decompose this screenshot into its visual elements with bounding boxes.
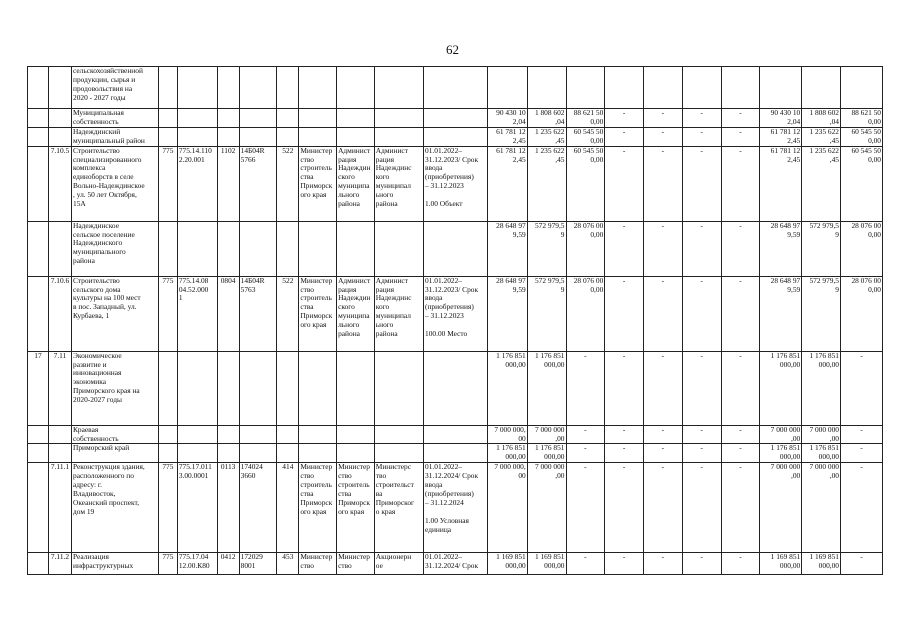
table-cell: - [605, 221, 644, 276]
table-cell [337, 425, 375, 444]
table-cell: сельскохозяйственной продукции, сырья и продовольствия на 2020 - 2027 годы [72, 67, 159, 109]
table-cell: 1 176 851 000,00 [527, 444, 566, 463]
table-cell: Министер ство строитель ства Приморск ого края [337, 463, 375, 553]
table-cell [374, 351, 423, 425]
table-cell [239, 444, 277, 463]
table-cell [277, 67, 299, 109]
table-cell: 28 076 00 0,00 [841, 276, 883, 351]
table-cell: Акционерн ое [374, 553, 423, 575]
table-cell [48, 425, 71, 444]
table-cell: - [682, 553, 721, 575]
table-cell [28, 67, 49, 109]
table-cell: 775.14.110 2.20.001 [177, 146, 217, 221]
table-cell: 572 979,5 9 [527, 221, 566, 276]
table-row [28, 67, 883, 109]
table-cell [374, 67, 423, 109]
table-cell: - [605, 276, 644, 351]
table-cell: Министер ство строитель ства Приморск ого края [299, 463, 337, 553]
table-cell [177, 444, 217, 463]
table-cell [374, 109, 423, 128]
table-cell: - [682, 146, 721, 221]
table-cell: 1 808 602 ,04 [802, 109, 841, 128]
table-cell: - [721, 444, 760, 463]
table-cell [28, 221, 49, 276]
table-cell: 7.11 [48, 351, 71, 425]
table-cell: 1 169 851 000,00 [527, 553, 566, 575]
table-cell: 1 169 851 000,00 [760, 553, 802, 575]
table-cell [177, 109, 217, 128]
table-cell [177, 425, 217, 444]
table-cell: 14Б04R 5763 [239, 276, 277, 351]
table-cell [28, 553, 49, 575]
table-cell [217, 221, 239, 276]
table-cell: 60 545 50 0,00 [841, 127, 883, 146]
table-cell [28, 127, 49, 146]
table-cell: Министерс тво строительст ва Приморског о края [374, 463, 423, 553]
table-row [28, 351, 883, 425]
table-cell [239, 425, 277, 444]
table-cell: 7 000 000 ,00 [802, 425, 841, 444]
table-cell [28, 425, 49, 444]
table-cell [337, 67, 375, 109]
table-cell [337, 351, 375, 425]
table-cell: - [644, 463, 683, 553]
table-cell [760, 67, 802, 109]
table-cell [239, 109, 277, 128]
table-cell [644, 67, 683, 109]
table-cell [158, 425, 177, 444]
table-cell: 572 979,5 9 [802, 276, 841, 351]
table-cell [682, 67, 721, 109]
table-cell [217, 425, 239, 444]
table-cell [374, 425, 423, 444]
table-cell: - [566, 351, 605, 425]
table-cell: - [841, 463, 883, 553]
table-cell [217, 109, 239, 128]
table-cell: Приморский край [72, 444, 159, 463]
table-cell [28, 146, 49, 221]
table-cell: - [841, 444, 883, 463]
table-row [28, 221, 883, 276]
table-cell: - [644, 444, 683, 463]
table-cell: - [605, 146, 644, 221]
table-cell: 1 176 851 000,00 [527, 351, 566, 425]
table-cell: 1 169 851 000,00 [487, 553, 527, 575]
table-cell [299, 109, 337, 128]
table-cell [28, 463, 49, 553]
table-cell: 1 176 851 000,00 [760, 444, 802, 463]
table-cell: 7 000 000, 00 [487, 463, 527, 553]
table-cell: - [605, 351, 644, 425]
table-cell [48, 109, 71, 128]
table-cell [424, 109, 488, 128]
table-cell [158, 351, 177, 425]
table-cell: 90 430 10 2,04 [760, 109, 802, 128]
table-cell: Админист рация Надеждин ского муниципа льного района [337, 276, 375, 351]
table-cell: Муниципальная собственность [72, 109, 159, 128]
table-cell: - [721, 463, 760, 553]
table-cell: Министер ство строитель ства Приморск ого края [299, 146, 337, 221]
table-cell: - [721, 553, 760, 575]
table-cell: 775 [158, 276, 177, 351]
table-cell: Экономическое развитие и инновационная экономика Приморского края на 2020-2027 годы [72, 351, 159, 425]
table-cell: - [566, 444, 605, 463]
table-cell: - [644, 553, 683, 575]
table-cell [48, 221, 71, 276]
table-cell: 7 000 000 ,00 [527, 425, 566, 444]
table-cell: Админист рация Надеждинс кого муниципал ьного района [374, 146, 423, 221]
table-cell [841, 67, 883, 109]
table-cell: 88 621 50 0,00 [841, 109, 883, 128]
table-cell: 1 176 851 000,00 [802, 444, 841, 463]
table-cell: 414 [277, 463, 299, 553]
table-cell: Надеждинский муниципальный район [72, 127, 159, 146]
table-cell [299, 444, 337, 463]
table-cell [299, 425, 337, 444]
table-cell: - [682, 276, 721, 351]
table-cell [158, 127, 177, 146]
table-cell: 7.10.6 [48, 276, 71, 351]
table-cell: - [644, 109, 683, 128]
table-cell: 1 176 851 000,00 [487, 351, 527, 425]
table-row [28, 109, 883, 128]
table-cell: - [682, 127, 721, 146]
table-cell: 88 621 50 0,00 [566, 109, 605, 128]
table-cell: - [644, 221, 683, 276]
table-cell: 572 979,5 9 [802, 221, 841, 276]
table-cell: - [721, 127, 760, 146]
budget-table [27, 66, 883, 575]
table-row [28, 146, 883, 221]
table-cell: 1 235 622 ,45 [527, 127, 566, 146]
table-cell: 17 [28, 351, 49, 425]
table-cell: 7 000 000 ,00 [760, 463, 802, 553]
table-cell: 01.01.2022– 31.12.2024/ Срок [424, 553, 488, 575]
table-cell: 174024 3660 [239, 463, 277, 553]
table-cell [424, 425, 488, 444]
table-cell: 61 781 12 2,45 [760, 146, 802, 221]
table-cell: 28 076 00 0,00 [566, 221, 605, 276]
table-cell: - [566, 425, 605, 444]
table-cell: 7 000 000 ,00 [802, 463, 841, 553]
table-cell [158, 109, 177, 128]
table-cell [177, 221, 217, 276]
table-cell: 61 781 12 2,45 [487, 127, 527, 146]
table-cell: - [605, 553, 644, 575]
table-row [28, 444, 883, 463]
table-cell: 0113 [217, 463, 239, 553]
table-cell: - [682, 425, 721, 444]
table-cell: 1 235 622 ,45 [802, 127, 841, 146]
table-cell [217, 127, 239, 146]
table-cell [527, 67, 566, 109]
table-cell [239, 127, 277, 146]
table-cell: 28 648 97 9,59 [760, 276, 802, 351]
table-cell [28, 109, 49, 128]
table-cell: - [605, 463, 644, 553]
table-cell [566, 67, 605, 109]
table-cell: 28 648 97 9,59 [487, 276, 527, 351]
table-cell [28, 444, 49, 463]
table-cell: 0804 [217, 276, 239, 351]
table-cell: 60 545 50 0,00 [566, 146, 605, 221]
table-cell [605, 67, 644, 109]
table-cell: - [644, 146, 683, 221]
table-cell: - [721, 351, 760, 425]
table-cell: 60 545 50 0,00 [566, 127, 605, 146]
table-cell: 7.10.5 [48, 146, 71, 221]
table-cell: Админист рация Надеждинс кого муниципал ьного района [374, 276, 423, 351]
table-cell: 61 781 12 2,45 [487, 146, 527, 221]
table-cell: 453 [277, 553, 299, 575]
table-cell [424, 67, 488, 109]
table-cell: 7 000 000 ,00 [527, 463, 566, 553]
table-cell: - [721, 276, 760, 351]
table-cell: 1 235 622 ,45 [802, 146, 841, 221]
table-cell: - [841, 553, 883, 575]
table-cell: 60 545 50 0,00 [841, 146, 883, 221]
table-cell: Министер ство строитель ства Приморск ого края [299, 276, 337, 351]
table-cell: - [721, 146, 760, 221]
table-cell: - [605, 127, 644, 146]
table-cell: Министер ство [299, 553, 337, 575]
table-cell [177, 67, 217, 109]
table-cell [158, 67, 177, 109]
table-cell [277, 109, 299, 128]
table-cell: 0412 [217, 553, 239, 575]
table-cell [48, 67, 71, 109]
table-cell [217, 444, 239, 463]
table-cell: 1 235 622 ,45 [527, 146, 566, 221]
table-cell: 572 979,5 9 [527, 276, 566, 351]
table-cell [217, 351, 239, 425]
table-cell [277, 425, 299, 444]
table-cell: 01.01.2022– 31.12.2023/ Срок ввода (приобретения) – 31.12.2023 1.00 Объект [424, 146, 488, 221]
table-cell: - [566, 553, 605, 575]
table-cell: 7 000 000, 00 [487, 425, 527, 444]
table-cell: 90 430 10 2,04 [487, 109, 527, 128]
table-cell: 172029 8001 [239, 553, 277, 575]
table-cell: 775 [158, 553, 177, 575]
table-cell [487, 67, 527, 109]
table-cell [299, 67, 337, 109]
table-cell: - [644, 351, 683, 425]
table-cell: - [682, 221, 721, 276]
table-cell: - [721, 221, 760, 276]
table-cell: 522 [277, 146, 299, 221]
table-cell: 1 169 851 000,00 [802, 553, 841, 575]
table-cell [48, 444, 71, 463]
table-cell [721, 67, 760, 109]
table-cell: - [566, 463, 605, 553]
table-cell [217, 67, 239, 109]
table-cell [337, 444, 375, 463]
table-cell [802, 67, 841, 109]
table-cell [299, 351, 337, 425]
table-row [28, 276, 883, 351]
table-cell [28, 276, 49, 351]
table-cell [337, 109, 375, 128]
table-cell: - [682, 109, 721, 128]
table-cell [337, 221, 375, 276]
table-cell: 28 076 00 0,00 [566, 276, 605, 351]
table-cell [424, 221, 488, 276]
table-cell [239, 221, 277, 276]
table-cell [299, 127, 337, 146]
table-cell: 28 648 97 9,59 [487, 221, 527, 276]
table-row [28, 553, 883, 575]
table-cell: - [605, 109, 644, 128]
table-row [28, 463, 883, 553]
table-cell: - [682, 351, 721, 425]
table-cell [277, 351, 299, 425]
table-cell: - [841, 425, 883, 444]
table-cell [158, 221, 177, 276]
table-cell: Краевая собственность [72, 425, 159, 444]
table-cell: 1 808 602 ,04 [527, 109, 566, 128]
table-cell [374, 127, 423, 146]
table-cell: - [682, 444, 721, 463]
table-cell: 28 648 97 9,59 [760, 221, 802, 276]
table-cell [277, 221, 299, 276]
table-cell: 775.17.04 12.00.К80 [177, 553, 217, 575]
table-cell: Надеждинское сельское поселение Надеждинского муниципального района [72, 221, 159, 276]
table-cell: Админист рация Надеждин ского муниципа льного района [337, 146, 375, 221]
table-cell [277, 127, 299, 146]
table-cell: 775.17.011 3.00.0001 [177, 463, 217, 553]
table-cell [424, 351, 488, 425]
table-cell: 522 [277, 276, 299, 351]
table-cell: 775 [158, 463, 177, 553]
table-cell: 775.14.08 04.52.000 1 [177, 276, 217, 351]
table-cell: 1 176 851 000,00 [760, 351, 802, 425]
table-cell: 7 000 000 ,00 [760, 425, 802, 444]
table-cell: 61 781 12 2,45 [760, 127, 802, 146]
table-cell: Реализация инфраструктурных [72, 553, 159, 575]
table-row [28, 425, 883, 444]
table-cell: 28 076 00 0,00 [841, 221, 883, 276]
table-cell: - [841, 351, 883, 425]
table-cell: 1 176 851 000,00 [487, 444, 527, 463]
table-cell [424, 444, 488, 463]
table-cell [48, 127, 71, 146]
table-cell: 01.01.2022– 31.12.2023/ Срок ввода (приобретения) – 31.12.2023 100.00 Место [424, 276, 488, 351]
table-cell: - [644, 127, 683, 146]
table-cell: 14Б04R 5766 [239, 146, 277, 221]
table-cell [158, 444, 177, 463]
table-cell: Строительство специализированного комплекса единоборств в селе Вольно-Надеждинское , ул. 50 лет Октября, 15А [72, 146, 159, 221]
table-cell [374, 444, 423, 463]
table-cell: - [605, 425, 644, 444]
table-cell [177, 351, 217, 425]
table-cell: Реконструкция здания, расположенного по адресу: г. Владивосток, Океанский проспект, дом 19 [72, 463, 159, 553]
table-cell [239, 351, 277, 425]
table-cell [424, 127, 488, 146]
table-cell: Строительство сельского дома культуры на 100 мест в пос. Западный, ул. Курбаева, 1 [72, 276, 159, 351]
table-cell [239, 67, 277, 109]
table-cell: - [682, 463, 721, 553]
table-cell [299, 221, 337, 276]
table-cell [177, 127, 217, 146]
table-cell: - [721, 425, 760, 444]
table-cell: 775 [158, 146, 177, 221]
table-cell: - [721, 109, 760, 128]
table-cell: 1 176 851 000,00 [802, 351, 841, 425]
table-cell [337, 127, 375, 146]
table-cell: - [605, 444, 644, 463]
table-cell [374, 221, 423, 276]
table-cell: 7.11.2 [48, 553, 71, 575]
table-cell: 1102 [217, 146, 239, 221]
table-cell: - [644, 425, 683, 444]
table-row [28, 127, 883, 146]
table-cell [277, 444, 299, 463]
table-cell: Министер ство [337, 553, 375, 575]
page-number: 62 [446, 42, 459, 57]
table-cell: 01.01.2022– 31.12.2024/ Срок ввода (приобретения) – 31.12.2024 1.00 Условная единица [424, 463, 488, 553]
table-cell: - [644, 276, 683, 351]
table-cell: 7.11.1 [48, 463, 71, 553]
